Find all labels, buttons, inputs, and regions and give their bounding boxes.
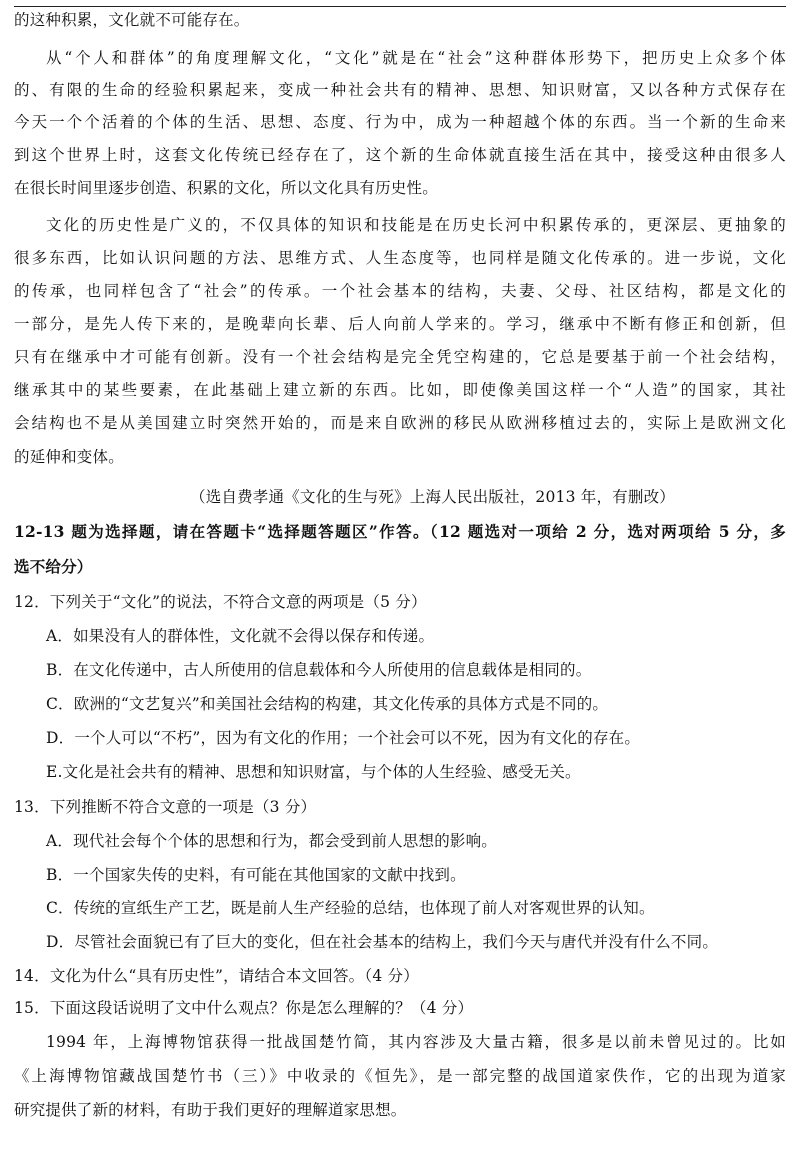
- question-13-option-a: A．现代社会每个个体的思想和行为，都会受到前人思想的影响。: [46, 832, 497, 850]
- instructions-line: 选不给分）: [14, 557, 93, 576]
- passage-line: 的延伸和变体。: [14, 448, 124, 466]
- passage-line: 文化的历史性是广义的，不仅具体的知识和技能是在历史长河中积累传承的，更深层、更抽象的: [46, 216, 786, 234]
- question-14-stem: 14．文化为什么“具有历史性”，请结合本文回答。（4 分）: [14, 967, 419, 985]
- question-12-option-c: C．欧洲的“文艺复兴”和美国社会结构的构建，其文化传承的具体方式是不同的。: [46, 695, 609, 713]
- passage-line: 到这个世界上时，这套文化传统已经存在了，这个新的生命体就直接生活在其中，接受这种由很多人: [14, 146, 786, 164]
- passage-line: 从“个人和群体”的角度理解文化，“文化”就是在“社会”这种群体形势下，把历史上众多个体: [46, 49, 786, 67]
- question-15-material-line: 研究提供了新的材料，有助于我们更好的理解道家思想。: [14, 1101, 407, 1119]
- question-12-stem: 12．下列关于“文化”的说法，不符合文意的两项是（5 分）: [14, 593, 427, 611]
- instructions-line: 12-13 题为选择题，请在答题卡“选择题答题区”作答。（12 题选对一项给 2 分，选对两项给 5 分，多: [14, 522, 786, 541]
- question-12-option-b: B．在文化传递中，古人所使用的信息载体和今人所使用的信息载体是相同的。: [46, 661, 592, 679]
- question-13-option-b: B．一个国家失传的史料，有可能在其他国家的文献中找到。: [46, 866, 466, 884]
- passage-line: 的、有限的生命的经验积累起来，变成一种社会共有的精神、思想、知识财富，又以各种方式保存在: [14, 81, 786, 99]
- question-15-stem: 15．下面这段话说明了文中什么观点？你是怎么理解的？（4 分）: [14, 999, 474, 1017]
- question-13-option-c: C．传统的宣纸生产工艺，既是前人生产经验的总结，也体现了前人对客观世界的认知。: [46, 899, 655, 917]
- passage-line: 今天一个个活着的个体的生活、思想、态度、行为中，成为一种超越个体的东西。当一个新的生命来: [14, 113, 786, 131]
- question-12-option-e: E.文化是社会共有的精神、思想和知识财富，与个体的人生经验、感受无关。: [46, 763, 581, 781]
- question-13-stem: 13．下列推断不符合文意的一项是（3 分）: [14, 798, 317, 816]
- question-15-material-line: 《上海博物馆藏战国楚竹书（三）》中收录的《恒先》，是一部完整的战国道家佚作，它的出现为道家: [14, 1067, 786, 1085]
- passage-source: （选自费孝通《文化的生与死》上海人民出版社，2013 年，有删改）: [190, 488, 675, 506]
- question-13-option-d: D．尽管社会面貌已有了巨大的变化，但在社会基本的结构上，我们今天与唐代并没有什么不同。: [46, 933, 719, 951]
- question-15-material-line: 1994 年，上海博物馆获得一批战国楚竹简，其内容涉及大量古籍，很多是以前未曾见过的。比如: [46, 1033, 786, 1051]
- question-12-option-d: D．一个人可以“不朽”，因为有文化的作用；一个社会可以不死，因为有文化的存在。: [46, 729, 641, 747]
- passage-line: 在很长时间里逐步创造、积累的文化，所以文化具有历史性。: [14, 179, 438, 197]
- passage-line: 只有在继承中才可能有创新。没有一个社会结构是完全凭空构建的，它总是要基于前一个社会结构，: [14, 348, 786, 366]
- passage-line: 一部分，是先人传下来的，是晚辈向长辈、后人向前人学来的。学习，继承中不断有修正和创新，但: [14, 315, 786, 333]
- question-12-option-a: A．如果没有人的群体性，文化就不会得以保存和传递。: [46, 627, 435, 645]
- top-rule: [14, 6, 786, 7]
- passage-line: 很多东西，比如认识问题的方法、思维方式、人生态度等，也同样是随文化传承的。进一步说，文化: [14, 249, 786, 267]
- passage-line: 的这种积累，文化就不可能存在。: [14, 11, 250, 29]
- passage-line: 会结构也不是从美国建立时突然开始的，而是来自欧洲的移民从欧洲移植过去的，实际上是欧洲文化: [14, 414, 786, 432]
- passage-line: 的传承，也同样包含了“社会”的传承。一个社会基本的结构，夫妻、父母、社区结构，都是文化的: [14, 282, 786, 300]
- passage-line: 继承其中的某些要素，在此基础上建立新的东西。比如，即使像美国这样一个“人造”的国家，其社: [14, 381, 786, 399]
